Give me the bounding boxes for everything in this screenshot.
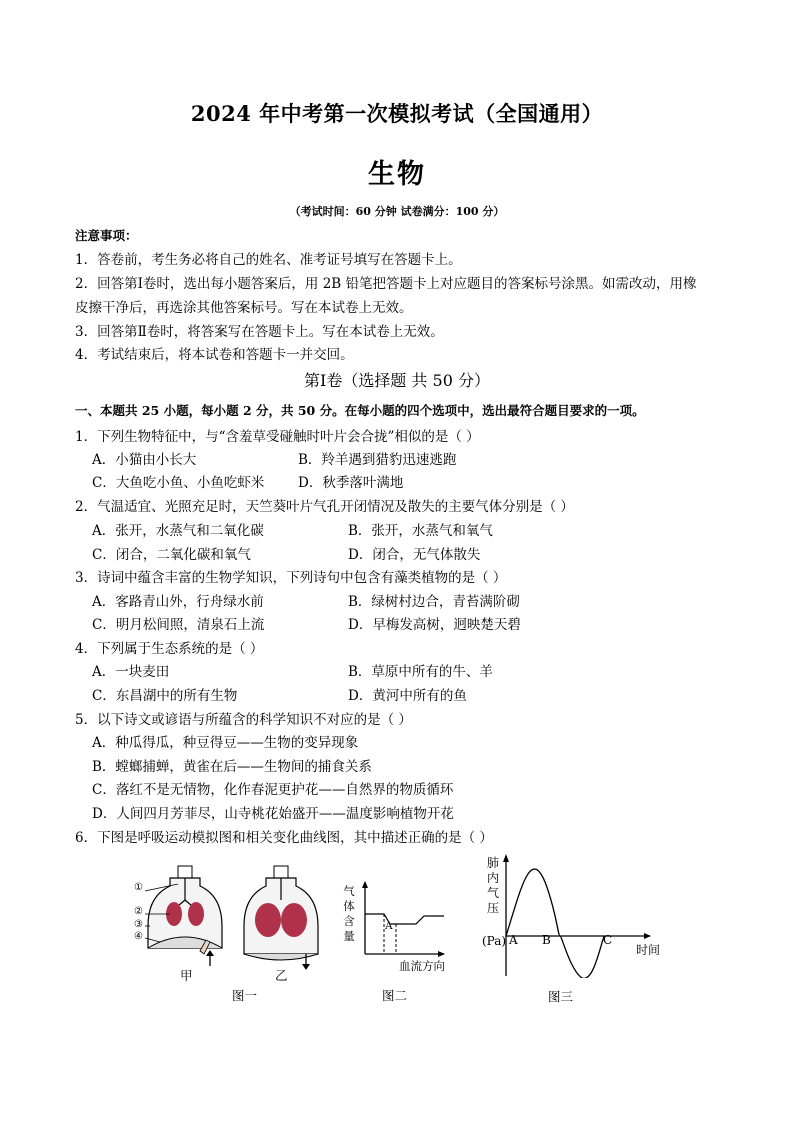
option: A．小猫由小长大 [92,452,197,468]
figure-1-marker: ③ [134,919,143,930]
notes-title: 注意事项： [75,228,138,243]
exam-title: 2024 年中考第一次模拟考试（全国通用） [190,101,604,126]
lung-left [255,903,281,937]
bell-jar-yi [244,866,318,970]
option: D．秋季落叶满地 [298,475,404,491]
question-stem: 6．下图是呼吸运动模拟图和相关变化曲线图，其中描述正确的是（ ） [75,830,493,846]
ylabel-char: 含 [343,914,355,928]
curve-point: A [509,933,518,947]
diaphragm-membrane [244,954,318,960]
question-stem: 1．下列生物特征中，与“含羞草受碰触时叶片会合拢”相似的是（ ） [75,429,480,445]
curve-point: C [603,933,613,947]
note-item: 皮擦干净后，再选涂其他答案标号。写在本试卷上无效。 [75,300,413,316]
figure-2-xlabel: 血流方向 [399,959,445,973]
option: B．张开，水蒸气和氧气 [348,523,493,539]
gas-curve [365,914,444,924]
note-item: 2．回答第Ⅰ卷时，选出每小题答案后，用 2B 铅笔把答题卡上对应题目的答案标号涂黑。如需改动，用橡 [75,276,697,292]
figure-1-caption: 图一 [232,988,258,1003]
figure-3-unit: (Pa) [482,934,507,948]
option: C．闭合，二氧化碳和氧气 [92,547,251,563]
figure-2-caption: 图二 [382,988,408,1003]
option: B．螳螂捕蝉，黄雀在后——生物间的捕食关系 [92,759,372,775]
section-instruction: 一、本题共 25 小题，每小题 2 分，共 50 分。在每小题的四个选项中，选出最符合题目要求的一项。 [75,403,645,418]
figure-3-graph [500,852,660,978]
bell-jar-jia [148,866,222,966]
lung-right [281,903,307,937]
figure-3-ylabel [486,856,500,916]
lung-right [188,902,204,926]
option: A．种瓜得瓜，种豆得豆——生物的变异现象 [92,735,359,751]
figure-1-sublabel: 甲 [180,968,193,983]
figure-2-graph [360,880,450,960]
question-stem: 2．气温适宜、光照充足时，天竺葵叶片气孔开闭情况及散失的主要气体分别是（ ） [75,499,574,515]
ylabel-char: 气 [343,884,355,898]
option: A．一块麦田 [92,664,170,680]
subject-title: 生物 [368,159,426,190]
option: D．黄河中所有的鱼 [348,688,467,704]
pressure-curve [506,869,604,978]
option: B．绿树村边合，青苔满阶砌 [348,594,520,610]
option: C．落红不是无情物，化作春泥更护花——自然界的物质循环 [92,782,454,798]
ylabel-char: 压 [486,901,499,915]
figure-1-marker: ① [134,882,143,893]
option: C．东昌湖中的所有生物 [92,688,238,704]
figure-1-sublabel: 乙 [275,968,288,983]
note-item: 3．回答第Ⅱ卷时，将答案写在答题卡上。写在本试卷上无效。 [75,324,444,340]
option: C．明月松间照，清泉石上流 [92,617,265,633]
option: D．闭合，无气体散失 [348,547,481,563]
ylabel-char: 气 [486,886,499,900]
question-stem: 4．下列属于生态系统的是（ ） [75,641,264,657]
section-title: 第Ⅰ卷（选择题 共 50 分） [304,371,490,390]
option: D．人间四月芳菲尽，山寺桃花始盛开——温度影响植物开花 [92,806,454,822]
option: A．客路青山外，行舟绿水前 [92,594,264,610]
ylabel-char: 体 [343,899,355,913]
ylabel-char: 量 [343,929,355,943]
ylabel-char: 肺 [486,856,499,870]
option: C．大鱼吃小鱼、小鱼吃虾米 [92,475,265,491]
figure-1-diagram [130,856,330,988]
option: A．张开，水蒸气和二氧化碳 [92,523,264,539]
note-item: 4．考试结束后，将本试卷和答题卡一并交回。 [75,347,354,363]
exam-info: （考试时间：60 分钟 试卷满分：100 分） [289,205,505,218]
figure-3-xlabel: 时间 [636,943,661,957]
figure-1-marker: ② [134,906,143,917]
option: D．早梅发高树，迥映楚天碧 [348,617,521,633]
question-stem: 5．以下诗文或谚语与所蕴含的科学知识不对应的是（ ） [75,712,412,728]
curve-point: B [542,933,551,947]
question-stem: 3．诗词中蕴含丰富的生物学知识，下列诗句中包含有藻类植物的是（ ） [75,570,507,586]
figure-1-marker: ④ [134,931,143,942]
figure-2-mark: A [385,920,393,932]
option: B．草原中所有的牛、羊 [348,664,493,680]
figure-2-ylabel [342,884,356,944]
figure-3-caption: 图三 [548,989,574,1004]
ylabel-char: 内 [486,871,499,885]
option: B．羚羊遇到猎豹迅速逃跑 [298,452,457,468]
note-item: 1．答卷前，考生务必将自己的姓名、准考证号填写在答题卡上。 [75,252,462,268]
